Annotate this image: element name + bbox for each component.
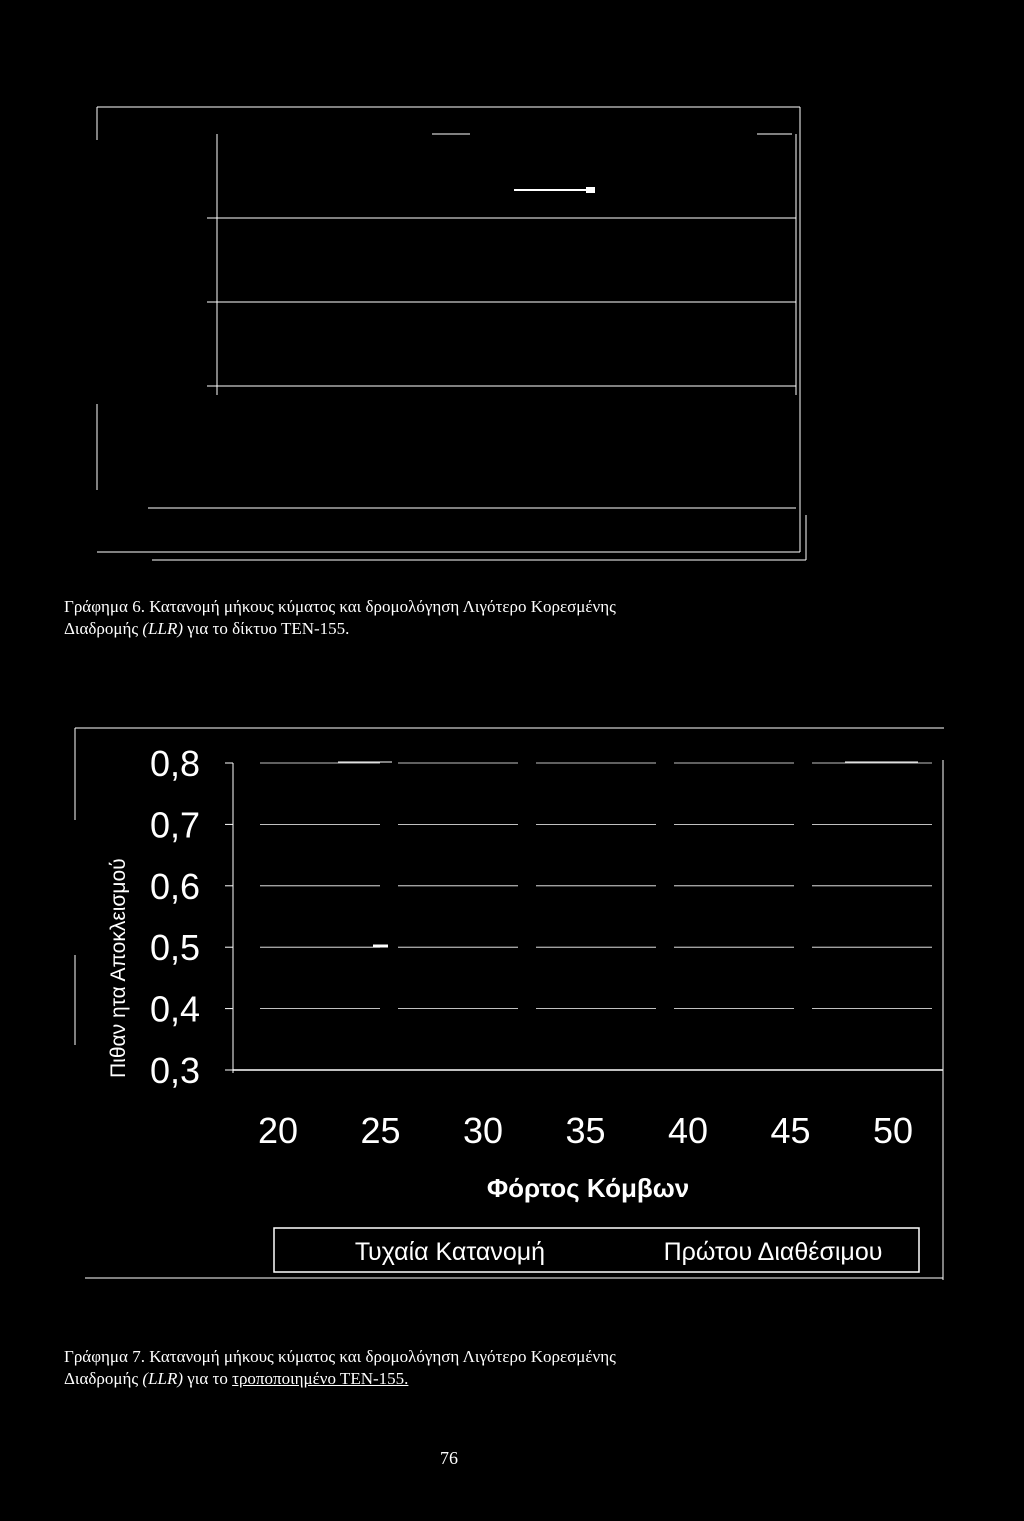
- figure6-caption-pre: Διαδρομής: [64, 619, 143, 638]
- figure6-caption-post: για το δίκτυο ΤΕΝ-155.: [183, 619, 350, 638]
- figure7-caption-underlined: τροποποιημένο ΤΕΝ-155.: [232, 1369, 409, 1388]
- chart7-x-tick-label: 30: [462, 1110, 504, 1151]
- chart7-x-tick-label: 40: [667, 1110, 709, 1151]
- figure7-caption-mid: για το: [183, 1369, 233, 1388]
- chart7-x-tick-label: 35: [565, 1110, 606, 1151]
- chart7-legend-entry: Πρώτου Διαθέσιμου: [663, 1238, 883, 1266]
- figure7-caption-line1: Γράφημα 7. Κατανομή μήκους κύματος και δρομολόγηση Λιγότερο Κορεσμένης: [64, 1347, 616, 1366]
- chart7-y-tick-label: 0,4: [149, 988, 201, 1030]
- page-number: 76: [440, 1448, 458, 1468]
- chart7-x-tick-label: 20: [257, 1110, 299, 1151]
- figure7-caption: [64, 1346, 964, 1390]
- figure6-caption-llr: (LLR): [142, 619, 184, 638]
- chart7-legend-entry: Τυχαία Κατανομή: [354, 1238, 546, 1266]
- chart7-y-tick-label: 0,5: [149, 927, 201, 969]
- chart7-x-axis-title: Φόρτος Κόμβων: [486, 1173, 690, 1203]
- chart7-y-tick-label: 0,6: [149, 865, 201, 907]
- chart7-x-tick-label: 25: [360, 1110, 401, 1151]
- chart7-y-tick-label: 0,7: [149, 804, 201, 846]
- chart7-y-tick-label: 0,8: [149, 743, 201, 784]
- chart7-x-tick-label: 45: [770, 1110, 811, 1151]
- chart7-x-tick-label: 50: [872, 1110, 914, 1151]
- figure6-caption-line1: Γράφημα 6. Κατανομή μήκους κύματος και δρομολόγηση Λιγότερο Κορεσμένης: [64, 597, 616, 616]
- chart7-y-tick-label: 0,3: [149, 1050, 201, 1091]
- figure7-caption-llr: (LLR): [142, 1369, 184, 1388]
- figure7-caption-pre: Διαδρομής: [64, 1369, 143, 1388]
- figure7-caption-line2: [64, 1368, 964, 1390]
- chart7-y-axis-title: Πιθαν ητα Αποκλεισμού: [107, 858, 130, 1078]
